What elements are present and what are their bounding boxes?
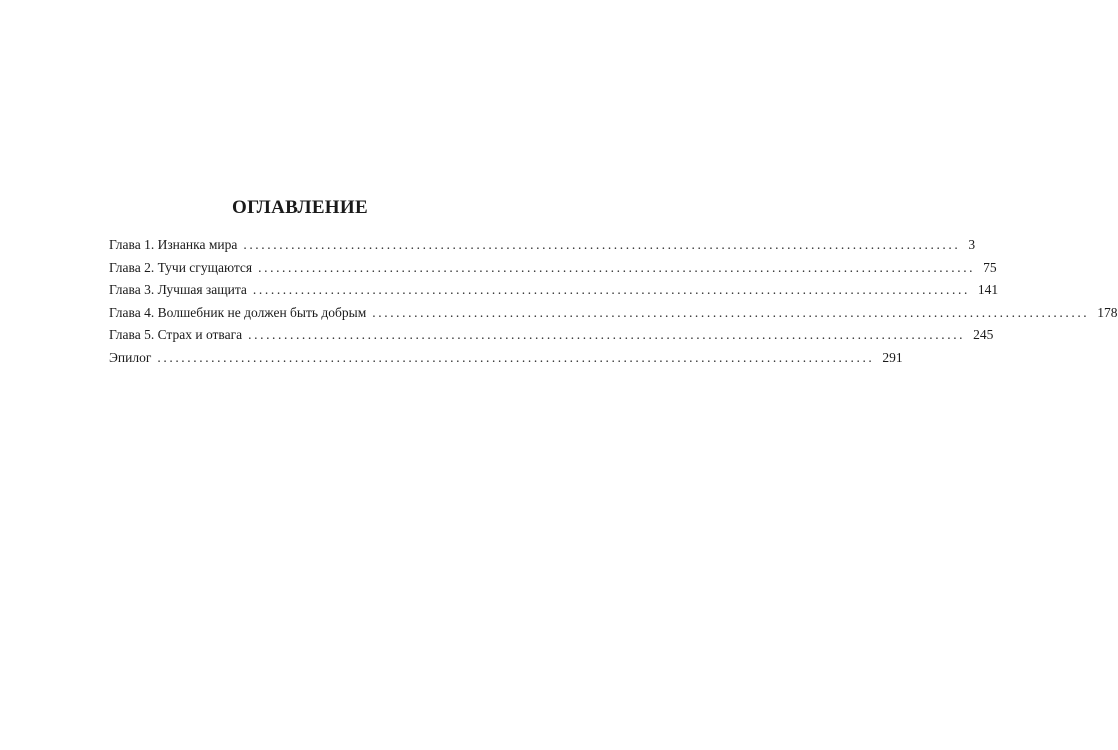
toc-page-number: 141	[977, 282, 999, 297]
toc-entry-chapter-1	[109, 234, 976, 257]
dot-leader: ........................................................................................................................	[248, 327, 966, 342]
toc-entry-chapter-4	[109, 302, 1118, 325]
toc-entry-epilogue	[109, 347, 903, 370]
toc-entry-title: Глава 4. Волшебник не должен быть добрым	[109, 304, 367, 320]
toc-entry-chapter-2	[109, 257, 997, 280]
dot-leader: ........................................................................................................................	[243, 237, 961, 252]
table-of-contents	[109, 234, 1118, 369]
toc-page-number: 75	[983, 259, 997, 275]
toc-page-number: 178	[1097, 304, 1118, 320]
toc-heading: ОГЛАВЛЕНИЕ	[232, 197, 368, 218]
toc-page-number: 3	[968, 237, 976, 252]
toc-entry-title: Глава 2. Тучи сгущаются	[109, 259, 253, 275]
dot-leader: ........................................................................................................................	[372, 304, 1090, 320]
toc-page-number: 245	[973, 327, 994, 342]
dot-leader: ........................................................................................................................	[258, 259, 976, 275]
toc-entry-title: Глава 3. Лучшая защита	[109, 282, 247, 297]
toc-entry-title: Эпилог	[109, 349, 152, 365]
toc-page-number: 291	[882, 349, 903, 365]
dot-leader: ........................................................................................................................	[157, 349, 875, 365]
toc-entry-chapter-5	[109, 324, 994, 347]
toc-entry-title: Глава 1. Изнанка мира	[109, 237, 238, 252]
toc-entry-title: Глава 5. Страх и отвага	[109, 327, 243, 342]
toc-entry-chapter-3	[109, 279, 999, 302]
dot-leader: ........................................................................................................................	[252, 282, 970, 297]
